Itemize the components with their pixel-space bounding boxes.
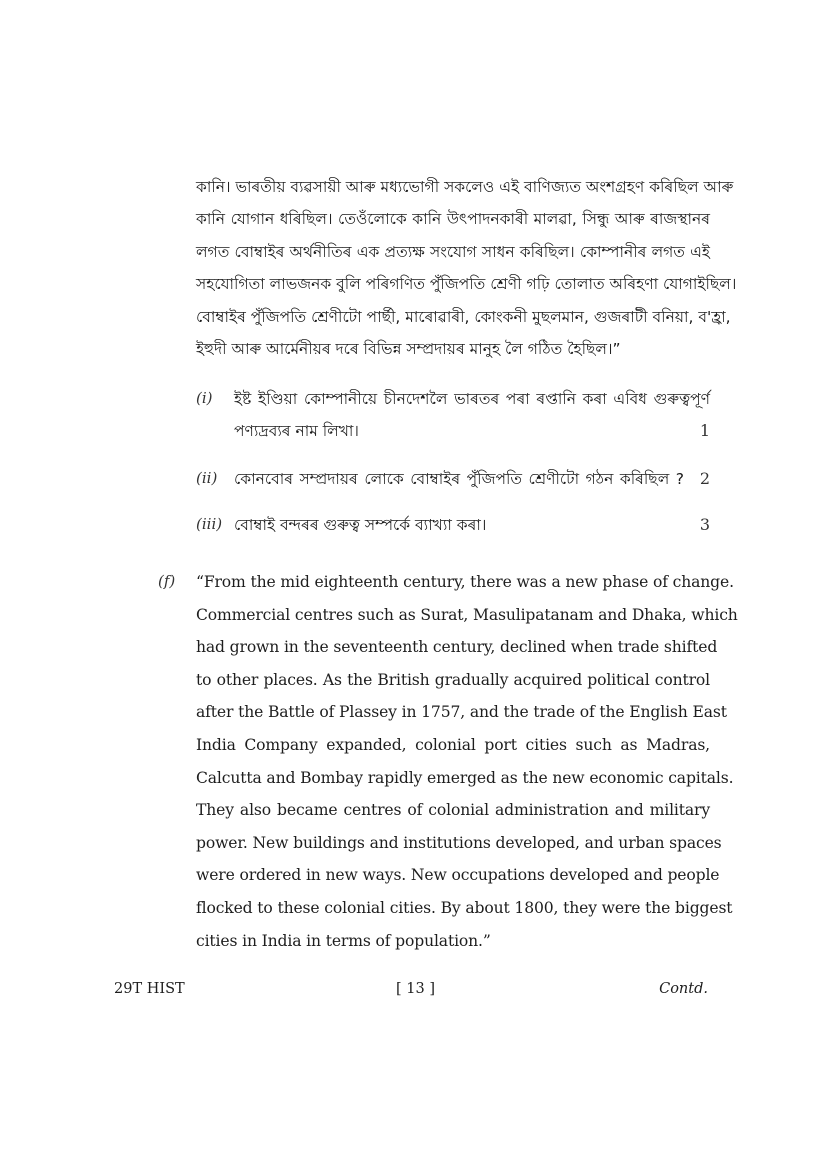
passage-line: Commercial centres such as Surat, Masulipatanam and Dhaka, which [196,605,738,624]
passage-line: লগত বোম্বাইৰ অৰ্থনীতিৰ এক প্ৰত্যক্ষ সংযোগ সাধন কৰিছিল। কোম্পানীৰ লগত এই [196,242,710,261]
passage-line: They also became centres of colonial administration and military [196,801,710,820]
passage-line: India Company expanded, colonial port cities such as Madras, [196,735,710,754]
sub-question-i [196,383,710,447]
passage-line: ইহুদী আৰু আৰ্মেনীয়ৰ দৰে বিভিন্ন সম্প্ৰদায়ৰ মানুহ লৈ গঠিত হৈছিল।” [196,340,621,359]
passage-line: “From the mid eighteenth century, there was a new phase of change. [196,573,734,591]
sub-question-text [234,383,710,447]
sub-question-text [234,463,684,495]
marks: 2 [699,469,710,488]
sub-question-iii [196,509,710,541]
passage-line: সহযোগিতা লাভজনক বুলি পৰিগণিত পুঁজিপতি শ্ৰেণী গঢ়ি তোলাত অৰিহণা যোগাইছিল। [196,275,737,294]
question-line: কোনবোৰ সম্প্ৰদায়ৰ লোকে বোম্বাইৰ পুঁজিপতি শ্ৰেণীটো গঠন কৰিছিল ? [234,470,684,488]
passage-line: কানি যোগান ধৰিছিল। তেওঁলোকে কানি উৎপাদনকাৰী মালৱা, সিন্ধু আৰু ৰাজস্থানৰ [196,210,710,229]
sub-question-number: (i) [196,389,213,407]
sub-question-number: (ii) [196,469,218,487]
question-line: ইষ্ট ইণ্ডিয়া কোম্পানীয়ে চীনদেশলৈ ভাৰতৰ পৰা ৰপ্তানি কৰা এবিধ গুৰুত্বপূৰ্ণ [234,390,710,408]
passage-line: কানি। ভাৰতীয় ব্যৱসায়ী আৰু মধ্যভোগী সকলেও এই বাণিজ্যত অংশগ্ৰহণ কৰিছিল আৰু [196,178,734,196]
marks: 3 [699,515,710,534]
question-line: পণ্যদ্ৰব্যৰ নাম লিখা। [234,422,359,440]
question-f-label: (f) [158,572,176,590]
sub-question-text [234,509,710,541]
passage-line: বোম্বাইৰ পুঁজিপতি শ্ৰেণীটো পাৰ্ছী, মাৰোৱাৰী, কোংকনী মুছলমান, গুজৰাটী বনিয়া, ব'হ্ৰা, [196,307,731,326]
passage-line: to other places. As the British gradually acquired political control [196,670,710,689]
continued-label: Contd. [659,981,708,997]
passage-line: cities in India in terms of population.” [196,931,491,950]
sub-question-ii [196,463,710,495]
passage-line: power. New buildings and institutions developed, and urban spaces [196,833,722,852]
assamese-passage [196,171,737,365]
passage-line: were ordered in new ways. New occupations developed and people [196,866,720,885]
passage-line: flocked to these colonial cities. By about 1800, they were the biggest [196,898,733,917]
question-line: বোম্বাই বন্দৰৰ গুৰুত্ব সম্পৰ্কে ব্যাখ্যা কৰা। [234,516,487,534]
marks: 1 [699,421,710,440]
sub-question-number: (iii) [196,515,223,533]
question-f-passage [196,566,738,957]
passage-line: Calcutta and Bombay rapidly emerged as the new economic capitals. [196,768,734,787]
passage-line: after the Battle of Plassey in 1757, and the trade of the English East [196,703,727,722]
paper-code: 29T HIST [114,981,185,997]
passage-line: had grown in the seventeenth century, declined when trade shifted [196,638,718,657]
page-number: [ 13 ] [396,981,435,997]
